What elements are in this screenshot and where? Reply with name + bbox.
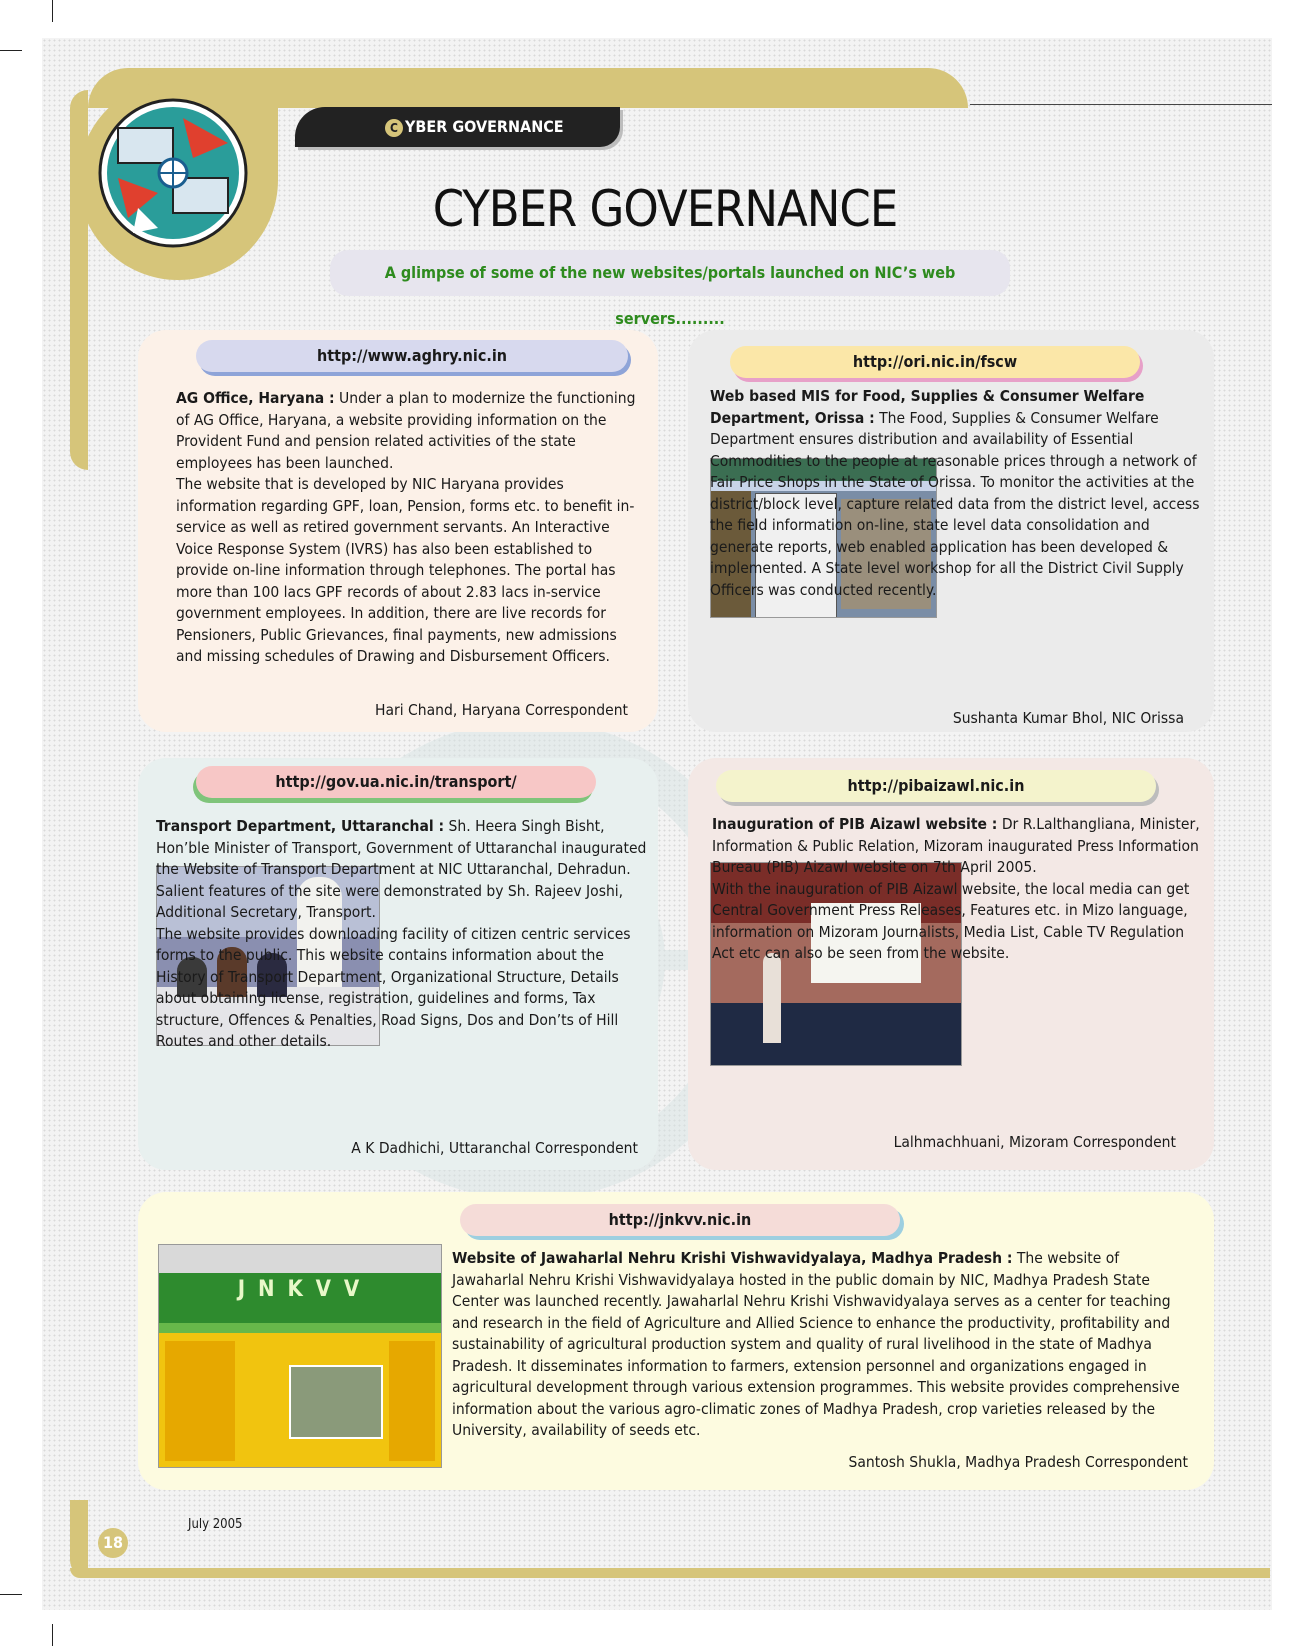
article-card-haryana xyxy=(138,330,658,732)
article-url-orissa[interactable]: http://ori.nic.in/fscw xyxy=(730,346,1140,378)
article-lead: AG Office, Haryana : xyxy=(176,389,335,407)
article-credit: Hari Chand, Haryana Correspondent xyxy=(374,701,628,719)
article-card-orissa xyxy=(688,330,1214,732)
article-body: With the inauguration of PIB Aizawl website, the local media can get Central Government Press Releases, Features etc. in Mizo language, information on Mizoram Journalists, Media List, Cable TV Regulation Act etc can also be seen from the website. xyxy=(712,879,1190,962)
jnkvv-website-screenshot xyxy=(158,1244,442,1468)
article-body: Under a plan to modernize the functioning of AG Office, Haryana, a website providing information on the Provident Fund and pension related activities of the state employees has been launched. xyxy=(176,389,636,472)
article-url-mizoram[interactable]: http://pibaizawl.nic.in xyxy=(716,770,1156,802)
crop-mark xyxy=(52,1624,53,1646)
gold-frame-bottom-left xyxy=(70,1500,88,1578)
section-tab-initial: C xyxy=(385,119,403,137)
article-card-madhya-pradesh xyxy=(138,1192,1214,1490)
article-lead: Web based MIS for Food, Supplies & Consumer Welfare Department, Orissa : xyxy=(710,387,1145,427)
article-body: The website provides downloading facility of citizen centric services forms to the public. This website contains information about the History of Transport Department, Organizational Structure, Details about obtaining license, registration, guidelines and forms, Tax structure, Offences & Penalties, Road Signs, Dos and Don’ts of Hill Routes and other details. xyxy=(156,924,631,1050)
crop-mark xyxy=(52,0,53,22)
article-credit: A K Dadhichi, Uttaranchal Correspondent xyxy=(351,1139,638,1157)
top-rule xyxy=(970,104,1272,105)
article-card-mizoram xyxy=(688,758,1214,1170)
article-url-haryana[interactable]: http://www.aghry.nic.in xyxy=(196,340,628,372)
article-body: The Food, Supplies & Consumer Welfare Department ensures distribution and availability of Essential Commodities to the people at reasonable prices through a network of Fair Price Shops in the State of Orissa. To monitor the activities at the district/block level, capture related data from the district level, access the field information on-line, state level data consolidation and generate reports, web enabled application has been developed & implemented. A State level workshop for all the District Civil Supply Officers was conducted recently. xyxy=(710,408,1200,599)
article-lead: Inauguration of PIB Aizawl website : xyxy=(712,815,998,833)
article-body: Dr R.Lalthangliana, Minister, Information & Public Relation, Mizoram inaugurated Press Information Bureau (PIB) Aizawl website on 7th April 2005. xyxy=(712,815,1200,876)
section-tab-label: YBER GOVERNANCE xyxy=(405,117,564,136)
article-text-mizoram xyxy=(712,814,1202,965)
page-number: 18 xyxy=(98,1528,128,1558)
crop-mark xyxy=(0,50,22,51)
page-title: CYBER GOVERNANCE xyxy=(432,180,898,238)
article-credit: Santosh Shukla, Madhya Pradesh Correspondent xyxy=(848,1453,1188,1471)
page-subtitle: A glimpse of some of the new websites/portals launched on NIC’s web servers......... xyxy=(330,250,1010,296)
article-lead: Website of Jawaharlal Nehru Krishi Vishwavidyalaya, Madhya Pradesh : xyxy=(452,1249,1013,1267)
cyber-governance-logo-icon xyxy=(98,98,248,248)
article-text-orissa xyxy=(710,386,1200,601)
crop-mark xyxy=(0,1594,22,1595)
section-tab xyxy=(295,107,620,147)
issue-date: July 2005 xyxy=(188,1517,243,1532)
article-body: Sh. Heera Singh Bisht, Hon’ble Minister of Transport, Government of Uttaranchal inaugurated the Website of Transport Department at NIC Uttaranchal, Dehradun. Salient features of the site were demonstrated by Sh. Rajeev Joshi, Additional Secretary, Transport. xyxy=(156,817,647,921)
article-text-uttaranchal xyxy=(156,816,656,1053)
article-body: The website of Jawaharlal Nehru Krishi Vishwavidyalaya hosted in the public domain by NIC, Madhya Pradesh State Center was launched recently. Jawaharlal Nehru Krishi Vishwavidyalaya serves as a center for teaching and research in the field of Agriculture and Allied Science to enhance the productivity, profitability and sustainability of agricultural production system and quality of rural livelihood in the state of Madhya Pradesh. It disseminates information to farmers, extension personnel and organizations engaged in agricultural development through various extension programmes. This website provides comprehensive information about the various agro-climatic zones of Madhya Pradesh, crop varieties released by the University, availability of seeds etc. xyxy=(452,1249,1180,1439)
jnkvv-logo-text: J N K V V xyxy=(237,1277,363,1302)
article-text-haryana xyxy=(176,388,646,668)
article-body: The website that is developed by NIC Haryana provides information regarding GPF, loan, Pension, forms etc. to benefit in-service as well as retired government servants. An Interactive Voice Response System (IVRS) has also been established to provide on-line information through telephones. The portal has more than 100 lacs GPF records of about 2.83 lacs in-service government employees. In addition, there are live records for Pensioners, Public Grievances, final payments, new admissions and missing schedules of Drawing and Disbursement Officers. xyxy=(176,475,635,665)
article-url-madhya-pradesh[interactable]: http://jnkvv.nic.in xyxy=(460,1204,900,1236)
article-url-uttaranchal[interactable]: http://gov.ua.nic.in/transport/ xyxy=(196,766,596,798)
gold-frame-bottom xyxy=(70,1568,1270,1578)
article-card-uttaranchal xyxy=(138,758,658,1170)
article-text-madhya-pradesh xyxy=(452,1248,1182,1442)
article-credit: Sushanta Kumar Bhol, NIC Orissa xyxy=(952,709,1184,727)
article-lead: Transport Department, Uttaranchal : xyxy=(156,817,445,835)
article-credit: Lalhmachhuani, Mizoram Correspondent xyxy=(893,1133,1176,1151)
